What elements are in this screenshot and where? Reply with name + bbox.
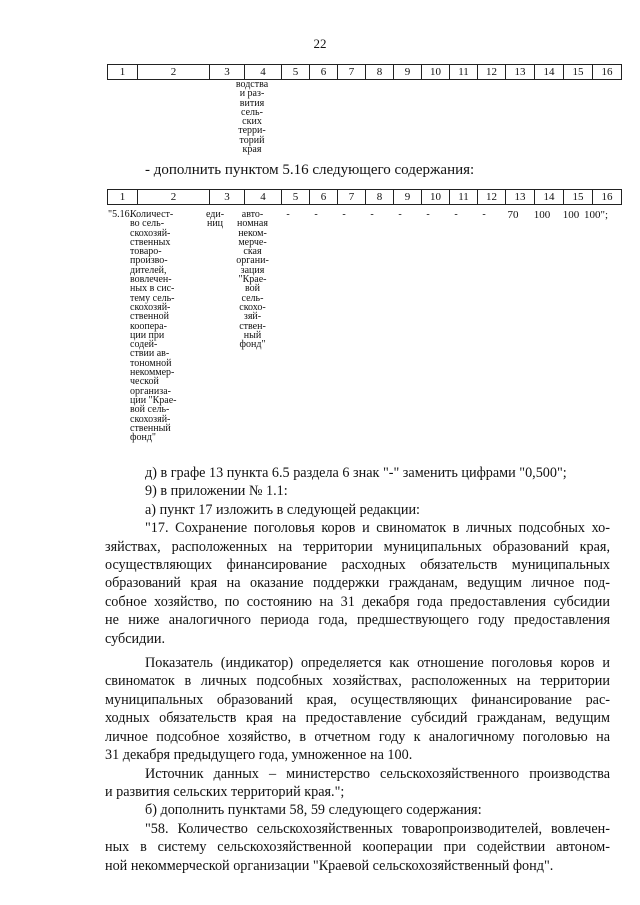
column-number: 13: [506, 65, 535, 80]
value-dash: -: [398, 209, 402, 220]
column-number: 6: [310, 190, 338, 205]
text-line: личное подсобное хозяйство, в отчетном году к аналогичному поголовью на: [105, 728, 610, 745]
column-number: 15: [564, 65, 593, 80]
column-number: 2: [138, 65, 210, 80]
text-line: сель-: [241, 106, 263, 118]
column-number: 5: [282, 190, 310, 205]
text-line: вовлечен-: [130, 274, 172, 286]
text-line: д) в графе 13 пункта 6.5 раздела 6 знак "-" заменить цифрами "0,500";: [145, 465, 567, 481]
text-line: Количест-: [130, 209, 174, 220]
text-line: ческой: [130, 376, 159, 388]
column-number: 11: [450, 65, 478, 80]
text-line: ниц: [206, 218, 224, 230]
value-cell: 100: [533, 209, 551, 221]
table-header-row-top: [107, 64, 622, 80]
fragment-column-4: [228, 80, 276, 154]
column-number: 10: [422, 190, 450, 205]
text-line: вой: [244, 283, 260, 295]
column-number: 13: [506, 190, 535, 205]
text-line: терри-: [238, 125, 266, 137]
text-line: ствен-: [239, 320, 266, 332]
column-number: 15: [564, 190, 593, 205]
column-number: 6: [310, 65, 338, 80]
column-number: 16: [593, 190, 622, 205]
text-line: тему сель-: [130, 292, 175, 304]
column-number: 1: [108, 65, 138, 80]
text-line: неком-: [238, 227, 267, 239]
text-line: торий: [239, 134, 265, 146]
responsible-organization: [230, 210, 275, 349]
text-line: фонд": [130, 432, 157, 444]
row-number: "5.16.: [108, 209, 133, 220]
text-line: ственной: [130, 311, 169, 323]
text-line: органи-: [236, 255, 269, 267]
text-line: организа-: [130, 385, 171, 397]
text-line: ственных: [130, 236, 171, 248]
text-line: зяйствах, расположенных на территории муниципальных образований края,: [105, 538, 610, 555]
column-number: 5: [282, 65, 310, 80]
value-dash: -: [314, 209, 318, 220]
text-line: произво-: [130, 255, 168, 267]
column-number: 11: [450, 190, 478, 205]
text-line: во сель-: [130, 218, 165, 230]
text-line: мерче-: [238, 236, 267, 248]
value-cell: 100";: [584, 209, 609, 221]
value-cell: 70: [507, 209, 519, 221]
value-dash: -: [342, 209, 346, 220]
text-line: 9) в приложении № 1.1:: [145, 483, 288, 500]
text-line: осуществляющих финансирование расходных обязательств муниципальных: [105, 557, 610, 574]
text-line: ская: [243, 246, 262, 258]
column-number: 16: [593, 65, 622, 80]
column-number: 14: [535, 65, 564, 80]
text-line: ходных обязательств края на предоставление субсидий гражданам, ведущим: [105, 710, 610, 727]
text-line: ный: [243, 329, 262, 341]
text-line: зация: [240, 264, 265, 276]
unit-of-measure: [199, 210, 231, 229]
column-number: 14: [535, 190, 564, 205]
text-line: не ниже аналогичного периода года, предшествующего году предоставления: [105, 612, 610, 629]
text-line: авто-: [241, 209, 264, 220]
column-number: 7: [338, 65, 366, 80]
value-dash: -: [370, 209, 374, 220]
column-number: 4: [245, 65, 282, 80]
value-dash: -: [426, 209, 430, 220]
text-line: еди-: [205, 209, 225, 220]
text-line: свиноматок в личных подсобных хозяйствах, расположенных на территории: [105, 673, 610, 690]
text-line: дителей,: [130, 264, 167, 276]
text-line: края: [242, 144, 262, 156]
text-line: собное хозяйство, по состоянию на 31 декабря года предоставления субсидии: [105, 593, 610, 610]
text-line: сель-: [241, 292, 264, 304]
text-line: субсидии.: [105, 630, 166, 647]
text-line: "17. Сохранение поголовья коров и свиноматок в личных подсобных хо-: [145, 520, 610, 537]
text-line: зяй-: [243, 311, 262, 323]
column-number: 3: [210, 65, 245, 80]
column-number: 4: [245, 190, 282, 205]
text-line: ной некоммерческой организации "Краевой сельскохозяйственный фонд".: [105, 857, 554, 874]
column-number: 9: [394, 65, 422, 80]
text-line: скохо-: [239, 301, 266, 313]
text-line: ции "Крае-: [130, 394, 177, 406]
text-line: скохозяй-: [130, 227, 171, 239]
text-line: номная: [237, 218, 268, 230]
text-line: товаро-: [130, 246, 162, 258]
column-number: 2: [138, 190, 210, 205]
column-number: 10: [422, 65, 450, 80]
column-number: 8: [366, 190, 394, 205]
text-line: ских: [242, 116, 262, 128]
text-line: коопера-: [130, 320, 167, 332]
text-line: скохозяй-: [130, 413, 171, 425]
text-line: вития: [239, 97, 265, 109]
text-line: а) пункт 17 изложить в следующей редакции:: [145, 501, 420, 518]
value-dash: -: [286, 209, 290, 220]
text-line: ственный: [130, 422, 171, 434]
column-number: 1: [108, 190, 138, 205]
text-line: "Крае-: [238, 274, 267, 286]
text-line: "58. Количество сельскохозяйственных товаропроизводителей, вовлечен-: [145, 820, 610, 837]
text-line: муниципальных образований края, осуществляющих финансирование рас-: [105, 691, 610, 708]
text-line: тономной: [130, 357, 172, 369]
column-number: 8: [366, 65, 394, 80]
column-number: 9: [394, 190, 422, 205]
intro-line: - дополнить пунктом 5.16 следующего содержания:: [145, 162, 475, 178]
text-line: Показатель (индикатор) определяется как отношение поголовья коров и: [145, 655, 610, 672]
text-line: Источник данных – министерство сельскохозяйственного производства: [145, 765, 610, 782]
text-line: и развития сельских территорий края.";: [105, 783, 345, 800]
value-dash: -: [482, 209, 486, 220]
table-header-row: [107, 189, 622, 205]
text-line: фонд": [239, 339, 266, 351]
body-text: [105, 464, 610, 875]
column-number: 7: [338, 190, 366, 205]
text-line: ствии ав-: [130, 348, 170, 360]
text-line: 31 декабря предыдущего года, умноженное на 100.: [105, 747, 413, 764]
text-line: б) дополнить пунктами 58, 59 следующего содержания:: [145, 802, 482, 819]
text-line: ных в систему сельскохозяйственной кооперации при содействии автоном-: [105, 839, 610, 856]
indicator-name: [130, 210, 205, 442]
text-line: вой сель-: [130, 404, 170, 416]
value-cell: 100: [562, 209, 580, 221]
text-line: содей-: [130, 339, 158, 351]
text-line: скохозяй-: [130, 301, 171, 313]
value-dash: -: [454, 209, 458, 220]
text-line: водства: [235, 79, 269, 90]
text-line: ции при: [130, 329, 165, 341]
text-line: некоммер-: [130, 367, 175, 379]
text-line: и раз-: [239, 88, 265, 100]
column-number: 12: [478, 65, 506, 80]
page-number: 22: [313, 36, 327, 51]
text-line: образований края на оказание поддержки гражданам, ведущим личное под-: [105, 575, 610, 592]
column-number: 12: [478, 190, 506, 205]
text-line: ных в сис-: [130, 283, 175, 295]
column-number: 3: [210, 190, 245, 205]
